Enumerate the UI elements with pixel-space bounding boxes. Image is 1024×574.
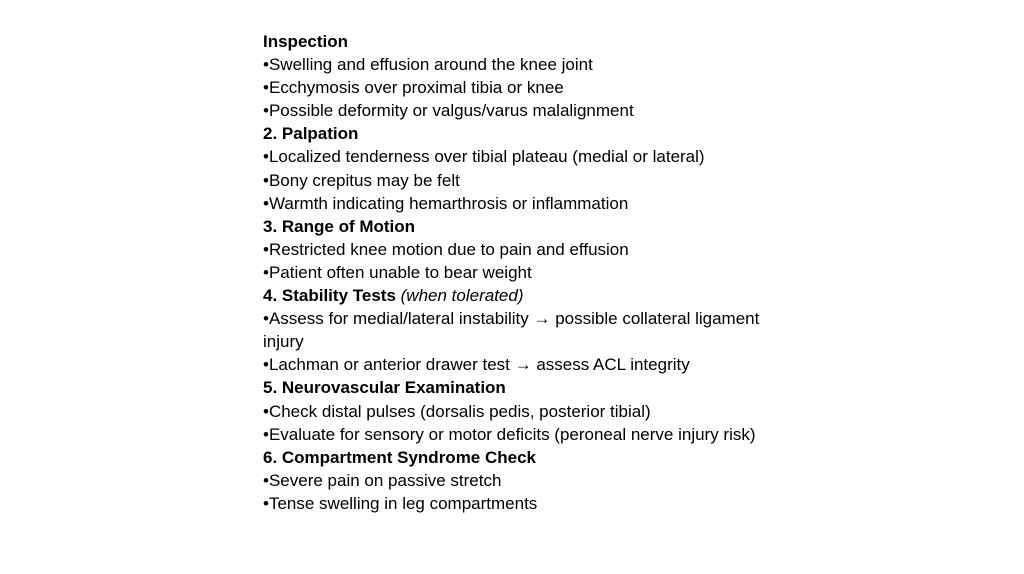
bullet-item: •Evaluate for sensory or motor deficits (peroneal nerve injury risk): [263, 424, 756, 444]
bullet-item: •Assess for medial/lateral instability → possible collateral ligament injury: [263, 309, 760, 352]
bullet-item: •Warmth indicating hemarthrosis or inflammation: [263, 193, 629, 213]
bullet-item: •Patient often unable to bear weight: [263, 262, 532, 282]
bullet-item: •Check distal pulses (dorsalis pedis, posterior tibial): [263, 401, 651, 421]
bullet-item: •Localized tenderness over tibial plateau (medial or lateral): [263, 147, 705, 167]
bullet-item: •Severe pain on passive stretch: [263, 470, 502, 490]
bullet-item: •Bony crepitus may be felt: [263, 170, 460, 190]
section-heading-palpation: 2. Palpation: [263, 124, 359, 144]
bullet-item: •Restricted knee motion due to pain and effusion: [263, 239, 629, 259]
bullet-item: •Swelling and effusion around the knee joint: [263, 55, 593, 75]
bullet-item: •Tense swelling in leg compartments: [263, 493, 538, 513]
section-heading-text: 4. Stability Tests: [263, 286, 396, 306]
bullet-item: •Ecchymosis over proximal tibia or knee: [263, 78, 564, 98]
slide-body: [263, 30, 763, 515]
section-heading-inspection: Inspection: [263, 32, 349, 51]
section-heading-stability-tests: [263, 284, 763, 307]
section-heading-neurovascular: 5. Neurovascular Examination: [263, 378, 506, 398]
bullet-item: •Possible deformity or valgus/varus malalignment: [263, 101, 634, 121]
section-heading-range-of-motion: 3. Range of Motion: [263, 216, 416, 236]
bullet-item: •Lachman or anterior drawer test → assess ACL integrity: [263, 355, 690, 375]
section-heading-note: (when tolerated): [400, 286, 524, 306]
section-heading-compartment-syndrome: 6. Compartment Syndrome Check: [263, 447, 537, 467]
